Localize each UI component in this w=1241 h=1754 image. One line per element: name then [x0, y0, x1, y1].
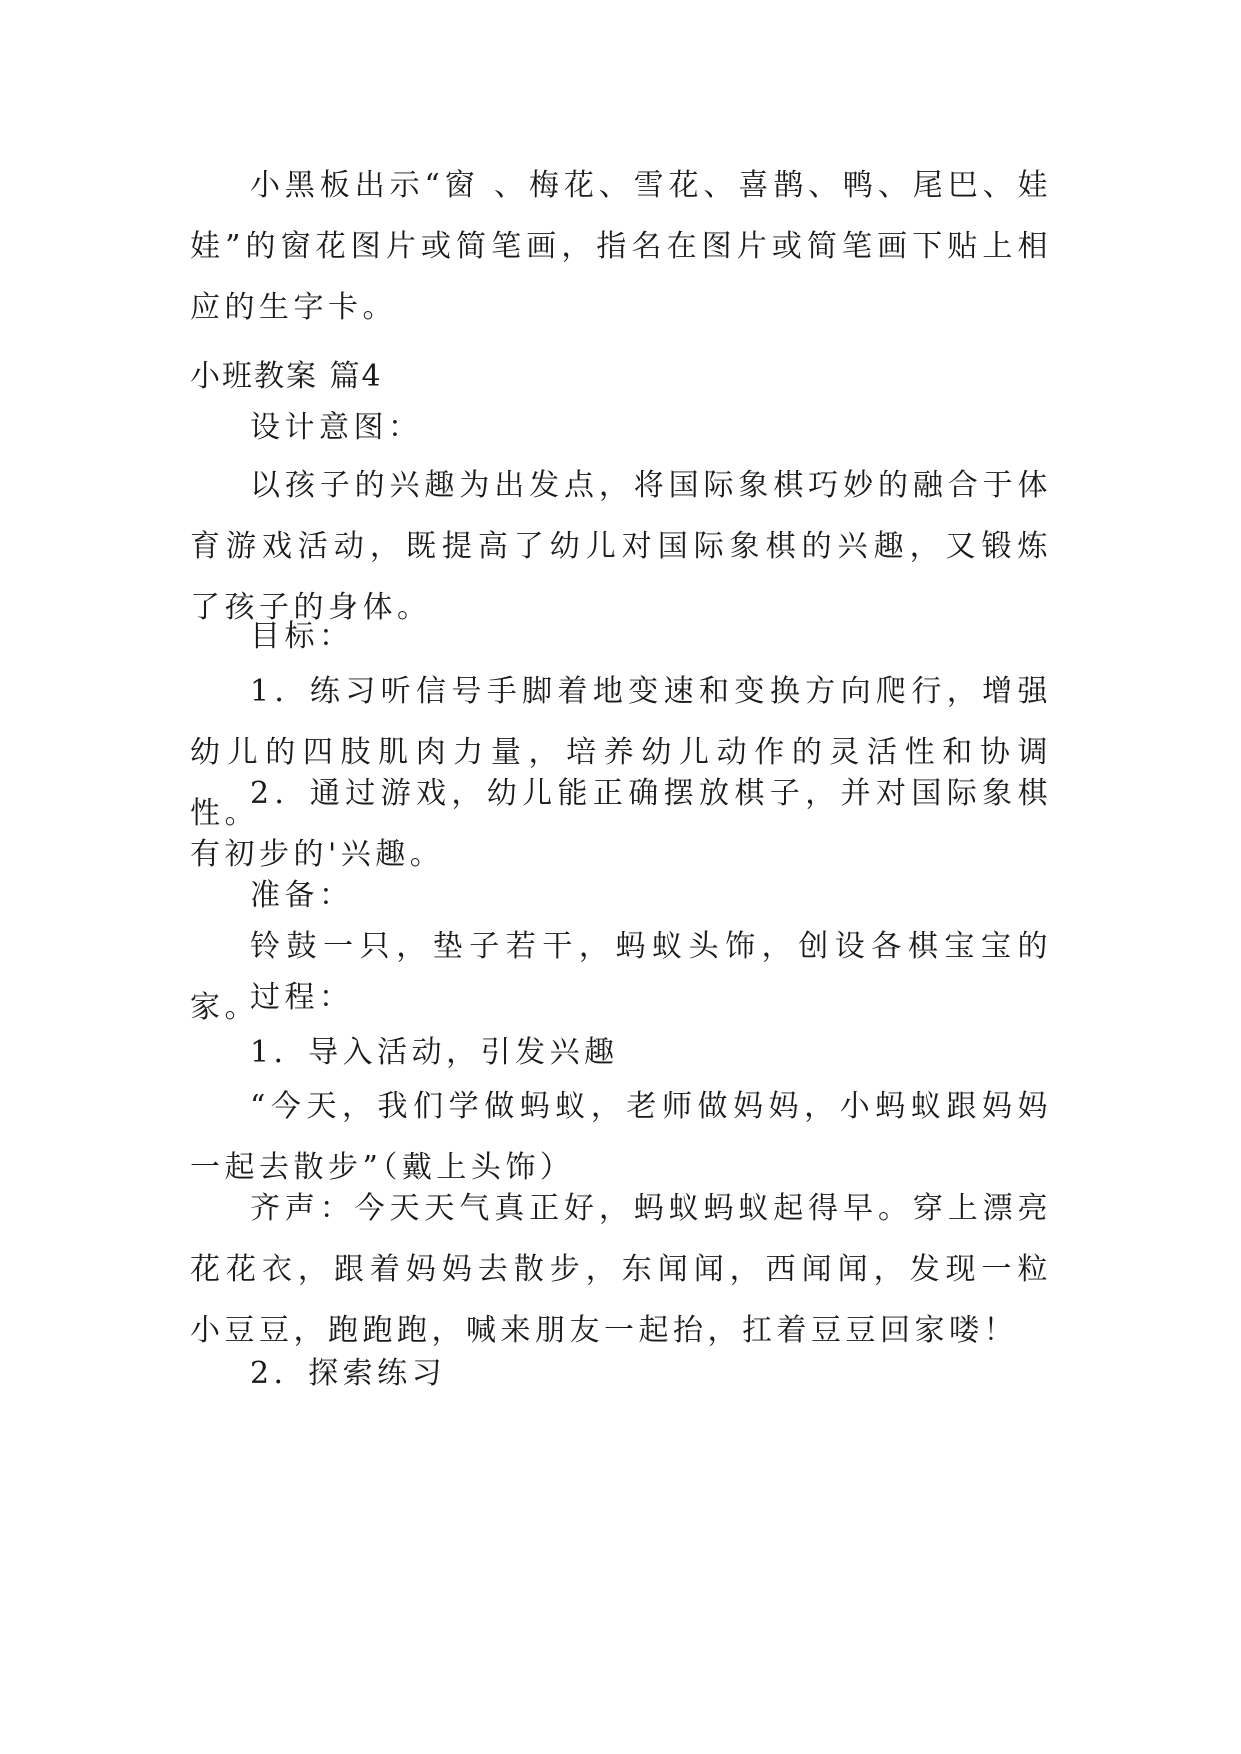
paragraph-prep-label: 准备： — [250, 878, 354, 913]
paragraph-design-intent-label: 设计意图： — [250, 410, 423, 445]
paragraph-goals-label: 目标： — [250, 619, 354, 654]
paragraph-blackboard: 小黑板出示“窗 、梅花、雪花、喜鹊、鸭、尾巴、娃娃”的窗花图片或简笔画，指名在图片或简笔画下贴上相应的生字卡。 — [190, 168, 1052, 325]
paragraph-chant: 齐声：今天天气真正好，蚂蚁蚂蚁起得早。穿上漂亮花花衣，跟着妈妈去散步，东闻闻，西闻闻，发现一粒小豆豆，跑跑跑，喊来朋友一起抬，扛着豆豆回家喽！ — [190, 1191, 1052, 1348]
paragraph-goal-1: 1．练习听信号手脚着地变速和变换方向爬行，增强幼儿的四肢肌肉力量，培养幼儿动作的灵活性和协调性。 — [190, 674, 1052, 831]
paragraph-goal-2: 2．通过游戏，幼儿能正确摆放棋子，并对国际象棋有初步的'兴趣。 — [190, 776, 1052, 872]
paragraph-step-1: 1．导入活动，引发兴趣 — [250, 1035, 619, 1070]
paragraph-quote: “今天，我们学做蚂蚁，老师做妈妈，小蚂蚁跟妈妈一起去散步”（戴上头饰） — [190, 1089, 1052, 1185]
section-heading: 小班教案 篇4 — [190, 359, 383, 394]
paragraph-design-intent: 以孩子的兴趣为出发点，将国际象棋巧妙的融合于体育游戏活动，既提高了幼儿对国际象棋的兴趣，又锻炼了孩子的身体。 — [190, 468, 1052, 625]
paragraph-step-2: 2．探索练习 — [250, 1356, 447, 1391]
paragraph-prep: 铃鼓一只，垫子若干，蚂蚁头饰，创设各棋宝宝的家。 — [190, 929, 1052, 1025]
paragraph-process-label: 过程： — [250, 980, 354, 1015]
